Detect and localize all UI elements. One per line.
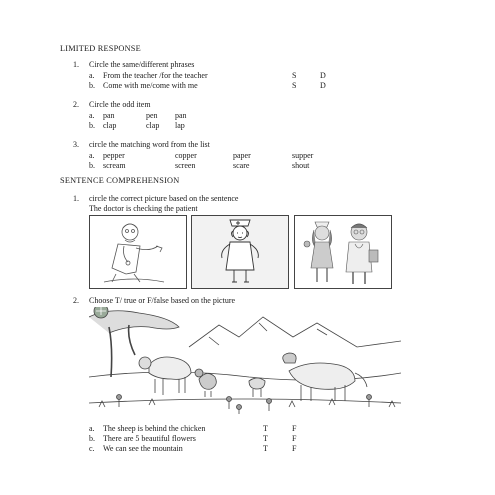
item-phrase: Come with me/come with me xyxy=(103,81,198,90)
question-prompt: Circle the odd item xyxy=(89,100,151,109)
question-prompt: circle the matching word from the list xyxy=(89,140,210,149)
option-false[interactable]: F xyxy=(292,424,297,433)
item-letter: b. xyxy=(89,121,95,130)
option-false[interactable]: F xyxy=(292,444,297,453)
word-option[interactable]: clap xyxy=(103,121,117,130)
option-true[interactable]: T xyxy=(263,444,268,453)
word-option[interactable]: lap xyxy=(175,121,185,130)
word-option[interactable]: copper xyxy=(175,151,197,160)
option-same[interactable]: S xyxy=(292,81,297,90)
nurse-illustration xyxy=(192,216,288,288)
section-heading-sentence-comprehension: SENTENCE COMPREHENSION xyxy=(60,176,180,185)
option-same[interactable]: S xyxy=(292,71,297,80)
statement-text: There are 5 beautiful flowers xyxy=(103,434,196,443)
option-true[interactable]: T xyxy=(263,434,268,443)
statement-letter: c. xyxy=(89,444,95,453)
word-option[interactable]: pan xyxy=(103,111,115,120)
picture-option-nurse[interactable] xyxy=(191,215,289,289)
question-number: 1. xyxy=(73,60,79,69)
question-number: 1. xyxy=(73,194,79,203)
option-false[interactable]: F xyxy=(292,434,297,443)
word-option[interactable]: shout xyxy=(292,161,310,170)
question-prompt: circle the correct picture based on the sentence xyxy=(89,194,239,203)
word-option[interactable]: scream xyxy=(103,161,126,170)
word-option[interactable]: scare xyxy=(233,161,250,170)
question-prompt: Circle the same/different phrases xyxy=(89,60,195,69)
question-number: 2. xyxy=(73,100,79,109)
word-option[interactable]: pan xyxy=(175,111,187,120)
item-letter: a. xyxy=(89,151,95,160)
farm-scene-illustration xyxy=(89,307,401,415)
question-prompt: Choose T/ true or F/false based on the picture xyxy=(89,296,236,305)
section-heading-limited-response: LIMITED RESPONSE xyxy=(60,44,141,53)
doctor-illustration xyxy=(90,216,186,288)
option-different[interactable]: D xyxy=(320,71,326,80)
target-sentence: The doctor is checking the patient xyxy=(89,204,198,213)
doctor-and-nurse-kids-illustration xyxy=(295,216,391,288)
statement-letter: a. xyxy=(89,424,95,433)
word-option[interactable]: supper xyxy=(292,151,314,160)
question-number: 3. xyxy=(73,140,79,149)
item-phrase: From the teacher /for the teacher xyxy=(103,71,208,80)
option-different[interactable]: D xyxy=(320,81,326,90)
word-option[interactable]: paper xyxy=(233,151,251,160)
word-option[interactable]: pepper xyxy=(103,151,125,160)
item-letter: b. xyxy=(89,161,95,170)
statement-text: The sheep is behind the chicken xyxy=(103,424,206,433)
item-letter: b. xyxy=(89,81,95,90)
statement-text: We can see the mountain xyxy=(103,444,183,453)
option-true[interactable]: T xyxy=(263,424,268,433)
statement-letter: b. xyxy=(89,434,95,443)
question-number: 2. xyxy=(73,296,79,305)
word-option[interactable]: clap xyxy=(146,121,160,130)
word-option[interactable]: screen xyxy=(175,161,196,170)
picture-option-doctor-checking-patient[interactable] xyxy=(294,215,392,289)
item-letter: a. xyxy=(89,111,95,120)
farm-scene-picture xyxy=(89,307,401,415)
word-option[interactable]: pen xyxy=(146,111,158,120)
picture-option-doctor-sketch[interactable] xyxy=(89,215,187,289)
item-letter: a. xyxy=(89,71,95,80)
